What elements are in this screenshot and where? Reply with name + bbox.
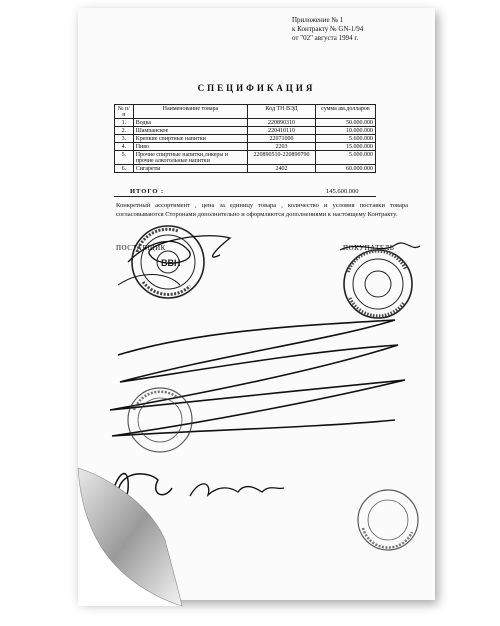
contract-line: к Контракту № GN-1/94: [292, 25, 364, 33]
row-sum: 60.000.000: [315, 165, 375, 173]
row-name: Пиво: [133, 143, 247, 151]
total-label: ИТОГО :: [130, 188, 165, 195]
row-number: 1.: [115, 119, 134, 127]
row-number: 4.: [115, 143, 134, 151]
row-name: Водка: [133, 119, 247, 127]
row-name: Крепкие спиртные напитки: [133, 135, 247, 143]
buyer-seal-lower: [358, 490, 418, 550]
row-sum: 50.000.000: [315, 119, 375, 127]
row-number: 3.: [115, 135, 134, 143]
terms-paragraph: Конкретный ассортимент , цена за единицу товара , количество и условия поставки товара согласовываются Сторонами дополнительно и оформляются дополнениями к настоящему Контракту.: [116, 202, 408, 218]
row-code: 2402: [248, 165, 316, 173]
row-code: 220410110: [248, 127, 316, 135]
col-header-number: № п/п: [115, 105, 134, 119]
page-title: СПЕЦИФИКАЦИЯ: [197, 83, 316, 93]
row-number: 6.: [115, 165, 134, 173]
appendix-line: Приложение № 1: [292, 16, 344, 24]
row-name: Прочие спиртные напитки,ликеры и прочие алкогольные напитки: [133, 151, 247, 165]
col-header-name: Наименование товара: [133, 105, 247, 119]
row-name: Сигареты: [133, 165, 247, 173]
row-number: 5.: [115, 151, 134, 165]
row-sum: 15.000.000: [315, 143, 375, 151]
total-value: 145.600.000: [326, 188, 359, 195]
row-sum: 5.600.000: [315, 135, 375, 143]
row-sum: 10.000.000: [315, 127, 375, 135]
date-line: от "02" августа 1994 г.: [292, 34, 359, 42]
bottom-signature-right: [190, 484, 284, 496]
row-code: 2203: [248, 143, 316, 151]
row-sum: 5.000.000: [315, 151, 375, 165]
row-code: 220890510-220890790: [248, 151, 316, 165]
row-code: 220890310: [248, 119, 316, 127]
buyer-seal: [344, 250, 412, 318]
buyer-label: ПОКУПАТЕЛЬ: [343, 244, 395, 252]
row-name: Шампанское: [133, 127, 247, 135]
supplier-seal-lower: [128, 388, 192, 452]
col-header-sum: сумма ам.долларов: [315, 105, 375, 119]
supplier-label: ПОСТАВЩИК: [116, 244, 166, 252]
scribble-strokes: [110, 320, 405, 436]
row-number: 2.: [115, 127, 134, 135]
row-code: 22071000: [248, 135, 316, 143]
col-header-code: Код ТН ВЭД: [248, 105, 316, 119]
buyer-signature: [340, 243, 420, 250]
svg-text:BBH: BBH: [161, 258, 181, 268]
